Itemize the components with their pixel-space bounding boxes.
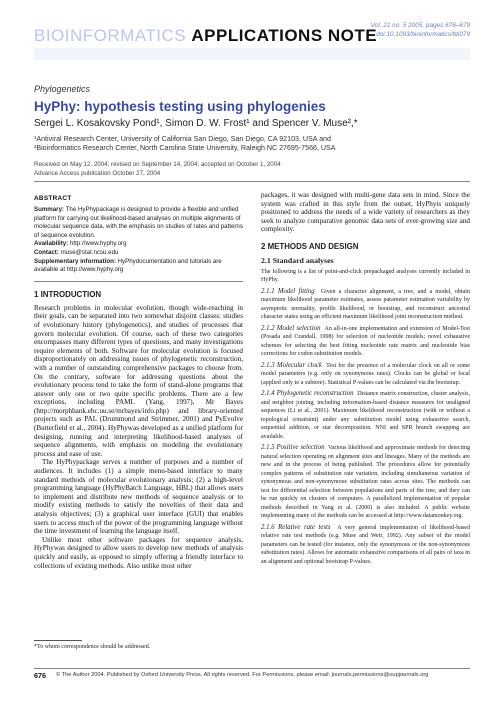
item-text: An all-in-one implementation and extension of Model-Test (Posada and Crandall, 1998) for selection of nucleotide models; novel exhaustive schemes for selecting the best fitting nucleotide rate matrix and nucleotide bias corrections for codon substitution models. (261, 325, 470, 358)
masthead-band (34, 48, 470, 60)
section-tag: Phylogenetics (34, 84, 91, 94)
copyright-notice: © The Author 2004. Published by Oxford University Press. All rights reserved. For Permissions, please email: journals.permissions@oupjournals.org (56, 672, 429, 678)
summary-label: Summary: (34, 206, 65, 213)
summary-text: The HyPhypackage is designed to provide a flexible and unified platform for carrying out likelihood-based analyses on multiple alignments of molecular sequence data, with the emphasis on studies of rates and patterns of sequence evolution. (34, 206, 243, 239)
item-positive-selection (261, 444, 470, 521)
item-model-fitting (261, 288, 470, 322)
standard-analyses-heading: 2.1 Standard analyses (261, 255, 334, 265)
affiliation-2: ²Bioinformatics Research Center, North Carolina State University, Raleigh NC 27695-7566, USA (34, 144, 336, 153)
header-divider (34, 181, 470, 182)
journal-brand (34, 26, 377, 46)
item-text: Distance matrix construction, cluster analysis, and neighbor joining, including information-based distance measures for unaligned sequences (Li et al., 2001). Maximum likelihood reconstruction (with or without a topological constraint) under any substitution model using exhaustive search, sequential addition, or star decomposition. NNI and SPR branch swapping are available. (261, 391, 470, 440)
abstract-summary (34, 206, 243, 240)
journal-name: BIOINFORMATICS (34, 26, 187, 45)
author-list: Sergei L. Kosakovsky Pond¹, Simon D. W. Frost¹ and Spencer V. Muse²,* (34, 118, 358, 129)
affiliation-1: ¹Antiviral Research Center, University of California San Diego, San Diego, CA 92103, USA and (34, 135, 331, 143)
abstract-heading: ABSTRACT (34, 195, 72, 202)
item-model-selection (261, 325, 470, 359)
item-text: Given a character alignment, a tree, and a model, obtain maximum likelihood parameter estimates, assess parameter estimation variability by asymptotic normality, profile likelihood, or bootstrap, and reconstruct ancestral character states using an efficient maximum likelihood joint reconstruction method. (261, 288, 470, 321)
affiliations (34, 135, 336, 153)
publication-dates (34, 160, 281, 179)
abstract-contact (34, 249, 243, 258)
intro-paragraph-1: Research problems in molecular evolution, though wide-reaching in their goals, can be separated into two somewhat disjoint classes: studies of evolutionary history (phylogenetics), and studies of processes that govern molecular evolution. Of course, each of these two categories encompasses many different types of questions, and many investigations require elements of both. Software for molecular evolution is focused disproportionately on addressing issues of phylogenetic reconstruction, with a number of outstanding comprehensive packages to choose from. On the contrary, software for addressing questions about the evolutionary process tend to take the form of stand-alone programs that answer only one or two quite specific problems. There are a few exceptions, including PAML (Yang, 1997), Mr Bayes (http://morphbank.ebc.uu.se/mrbayes/info.php) and library-oriented projects such as PAL (Drummond and Strimmer, 2001) and PyEvolve (Butterfield et al., 2004). HyPhywas developed as a unified platform for designing, running and interpreting likelihood-based analyses of sequence alignments, with emphasis on modeling the evolutionary process and ease of use. (34, 303, 243, 458)
contact-label: Contact: (34, 248, 59, 256)
journal-masthead (34, 22, 470, 50)
left-column (34, 195, 243, 570)
item-relative-rate-tests (261, 524, 470, 567)
item-text: Various likelihood and approximate methods for detecting natural selection operating on alignment sites and lineages. Many of the methods are new and in the process of being published. The procedures allow for potentially complex patterns of substitution rate variation, including simultaneous variation of synonymous and non-synonymous substitution rates across sites. The methods can test for differential selection between populations and parts of the tree, and they can be run quickly on clusters of computers. A parallelized implementation of popular methods described in Yang et al. (2000) is also included. A public website implementing many of the methods can be accessed at http://www.datamonkey.org. (261, 445, 470, 520)
advance-access: Advance Access publication October 27, 2004 (34, 170, 161, 178)
item-text: Test for the presence of a molecular clock on all or some model parameters (e.g. only on synonymous rates). Clocks can be global or local (applied only to a subtree). Statistical P-values can be calculated via the bootstrap. (261, 362, 470, 386)
item-label: 2.1.4 Phylogenetic reconstruction (261, 390, 354, 398)
item-molecular-clock (261, 362, 470, 388)
availability-link[interactable]: http://www.hyphy.org (69, 240, 127, 248)
contact-email[interactable]: muse@stat.ncsu.edu (60, 248, 119, 256)
item-phylogenetic-reconstruction (261, 390, 470, 441)
item-label: 2.1.5 Positive selection (261, 444, 325, 452)
abstract-supplementary (34, 258, 243, 275)
intro-paragraph-2: The HyPhypackage serves a number of purposes and a number of audiences. It includes (1) a simple menu-based interface to many standard methods of molecular evolutionary analysis; (2) a high-level programming language (HyPhyBatch Language, HBL) that allows users to implement and distribute new methods of sequence analysis or to modify existing methods to satisfy the novelties of their data and analysis objectives; (3) a graphical user interface (GUI) that enables users to access much of the power of the programming language without the time investment of learning the language itself. (34, 458, 243, 536)
right-column (261, 191, 470, 569)
item-text: A very general implementation of likelihood-based relative rate test methods (e.g. Muse and Weir, 1992). Any subset of the model parameters can be tested (for instance, only the synonymous or the non-synonymous substitution rates). Allows for automatic exhaustive comparisons of all pairs of taxa in an alignment and optional bootstrap P-values. (261, 524, 470, 565)
page-number: 676 (34, 671, 46, 680)
supplementary-text: HyPhydocumentation and tutorials are available at http://www.hyphy.org (34, 257, 222, 274)
methods-heading: 2 METHODS AND DESIGN (261, 241, 359, 251)
citation-block (371, 22, 470, 39)
footer-divider (34, 668, 470, 669)
abstract-availability (34, 240, 243, 249)
intro-continuation: packages, it was designed with multi-gene data sets in mind. Since the system was crafted in this style from the outset, HyPhyis uniquely positioned to address the needs of a wide variety of researchers as they seek to analyze comparative genomic data sets of ever-growing size and complexity. (261, 191, 470, 234)
footnote: *To whom correspondence should be addressed. (34, 644, 151, 650)
abstract (34, 206, 243, 275)
volume-pages: Vol. 21 no. 5 2005, pages 676–679 (370, 22, 470, 29)
doi: doi:10.1093/bioinformatics/bti079 (376, 30, 470, 38)
abstract-divider (34, 281, 243, 282)
article-type: APPLICATIONS NOTE (191, 26, 378, 45)
intro-paragraph-3: Unlike most other software packages for sequence analysis, HyPhywas designed to allow users to develop new methods of analysis quickly and easily, as opposed to simply offering a friendly interface to collections of existing methods. Also unlike most other (34, 535, 243, 570)
item-label: 2.1.1 Model fitting (261, 287, 315, 295)
item-label: 2.1.3 Molecular clock (261, 361, 322, 369)
standard-analyses-intro: The following is a list of point-and-click prepackaged analyses currently included in HyPhy. (261, 268, 470, 284)
footnote-divider (34, 640, 82, 641)
article-title: HyPhy: hypothesis testing using phylogenies (34, 99, 326, 114)
item-label: 2.1.2 Model selection (261, 324, 321, 332)
received-dates: Received on May 12, 2004; revised on September 14, 2004; accepted on October 1, 2004 (34, 161, 281, 168)
supplementary-label: Supplementary information: (34, 257, 116, 265)
intro-heading: 1 INTRODUCTION (34, 289, 102, 299)
item-label: 2.1.6 Relative rate tests (261, 523, 331, 531)
availability-label: Availability: (34, 240, 69, 248)
